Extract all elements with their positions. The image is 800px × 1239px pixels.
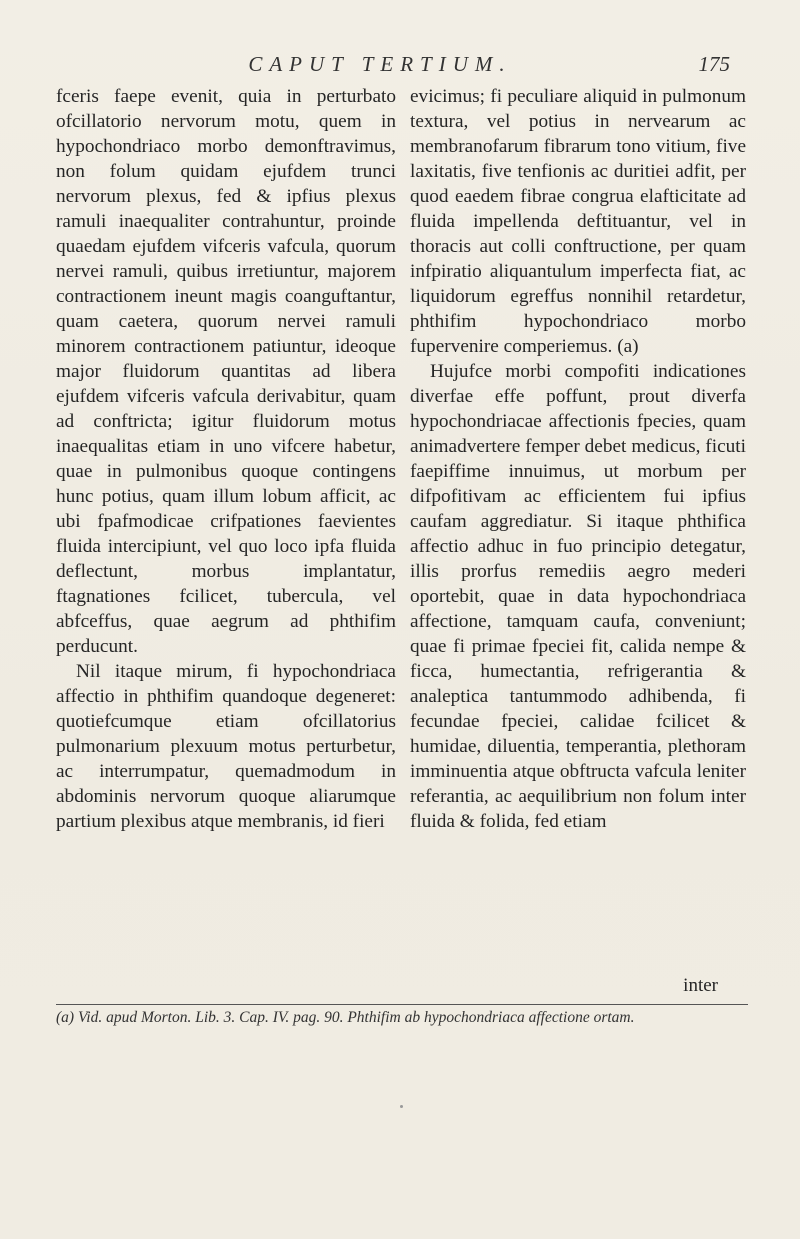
paper-speck: [400, 1105, 403, 1108]
footnote-rule: [56, 1004, 748, 1005]
running-head: CAPUT TERTIUM.: [248, 52, 512, 76]
right-paragraph-2: Hujufce morbi compofiti indicationes diverfae effe poffunt, prout diverfa hypochondriacae affectionis fpecies, quam animadvertere femper debet medicus, ficuti faepiffime innuimus, ut morbum per difpofitivam ac efficientem fui ipfius caufam aggrediatur. Si itaque phthifica affectio adhuc in fuo principio detegatur, illis prorfus remediis aegro mederi oportebit, quae in data hypochondriaca affectione, tamquam caufa, conveniunt; quae fi primae fpeciei fit, calida nempe & ficca, humectantia, refrigerantia & analeptica tantummodo adhibenda, fi fecundae fpeciei, calidae fcilicet & humidae, diluentia, temperantia, plethoram imminuentia atque obftructa vafcula leniter referantia, ac aequilibrium non folum inter fluida & folida, fed etiam: [410, 361, 746, 832]
footnote: (a) Vid. apud Morton. Lib. 3. Cap. IV. pag. 90. Phthifim ab hypochondriaca affectione ortam.: [56, 1009, 635, 1026]
right-paragraph-1: evicimus; fi peculiare aliquid in pulmonum textura, vel potius in nervearum ac membranofarum fibrarum tono vitium, five laxitatis, five tenfionis ac duritiei adfit, per quod eaedem fibrae congrua elafticitate ad fluida impellenda deftituantur, vel in thoracis aut colli conftructione, per quam infpiratio aliquantulum imperfecta fiat, ac liquidorum egreffus nonnihil retardetur, phthifim hypochondriaco morbo fupervenire comperiemus. (a): [410, 86, 746, 357]
right-column: [410, 84, 746, 834]
left-paragraph-2: Nil itaque mirum, fi hypochondriaca affectio in phthifim quandoque degeneret: quotiefcumque etiam ofcillatorius pulmonarium plexuum motus perturbetur, ac interrumpatur, quemadmodum in abdominis nervorum quoque aliarumque partium plexibus atque membranis, id fieri: [56, 661, 396, 832]
left-column: [56, 84, 396, 834]
page-number: 175: [698, 52, 730, 76]
left-paragraph-1: fceris faepe evenit, quia in perturbato ofcillatorio nervorum motu, quem in hypochondriaco morbo demonftravimus, non folum quidam ejufdem trunci nervorum plexus, fed & ipfius plexus ramuli inaequaliter contrahuntur, proinde quaedam ejufdem vifceris vafcula, quorum nervei ramuli, quibus irretiuntur, majorem contractionem ineunt magis coanguftantur, quam caetera, quorum nervei ramuli minorem contractionem patiuntur, ideoque major fluidorum quantitas ad libera ejufdem vifceris vafcula derivabitur, quam ad conftricta; igitur fluidorum motus inaequalitas etiam in uno vifcere habetur, quae in pulmonibus quoque contingens hunc potius, quam illum lobum afficit, ac ubi fpafmodicae crifpationes faevientes fluida intercipiunt, vel quo loco ipfa fluida deflectunt, morbus implantatur, ftagnationes fcilicet, tubercula, vel abfceffus, quae aegrum ad phthifim perducunt.: [56, 86, 396, 657]
catchword: inter: [683, 975, 718, 996]
